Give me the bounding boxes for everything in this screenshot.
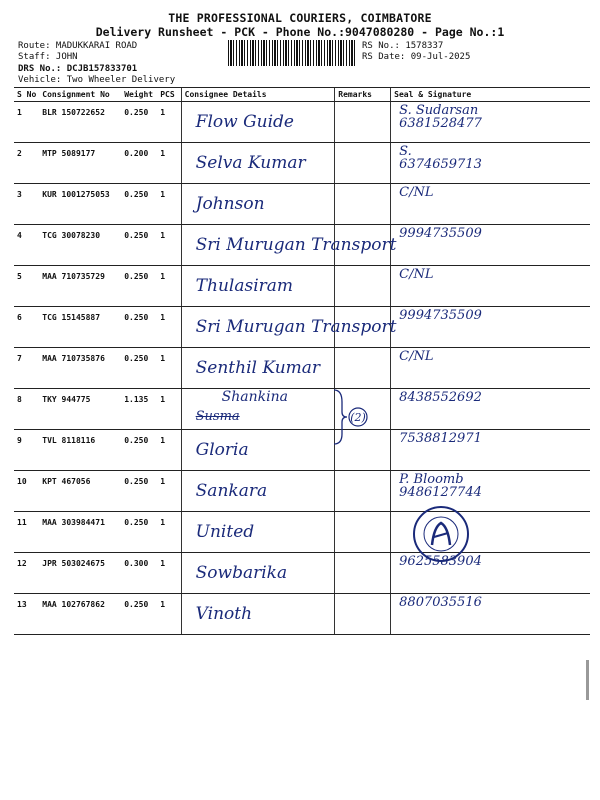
row-remarks bbox=[335, 594, 391, 635]
signature-handwriting: C/NL bbox=[399, 349, 434, 364]
col-weight: Weight bbox=[121, 88, 157, 102]
table-row bbox=[14, 102, 590, 143]
col-consignee: Consignee Details bbox=[181, 88, 335, 102]
runsheet-subtitle: Delivery Runsheet - PCK - Phone No.:9047080280 - Page No.:1 bbox=[95, 25, 505, 39]
row-consignment-no: KUR 1001275053 bbox=[39, 184, 121, 225]
row-consignee-cell bbox=[181, 389, 335, 430]
table-row bbox=[14, 594, 590, 635]
row-weight: 0.250 bbox=[121, 348, 157, 389]
consignee-handwriting: Sri Murugan Transport bbox=[195, 317, 397, 337]
consignee-handwriting: Sankara bbox=[195, 481, 268, 501]
table-row bbox=[14, 143, 590, 184]
staff-label: Staff: JOHN bbox=[18, 52, 78, 62]
row-weight: 0.300 bbox=[121, 553, 157, 594]
signature-handwriting: 7538812971 bbox=[399, 431, 482, 446]
scan-edge-mark bbox=[586, 660, 589, 700]
row-consignment-no: TCG 15145887 bbox=[39, 307, 121, 348]
row-weight: 0.250 bbox=[121, 430, 157, 471]
consignee-handwriting: Senthil Kumar bbox=[195, 358, 321, 378]
row-consignment-no: MAA 102767862 bbox=[39, 594, 121, 635]
row-pcs: 1 bbox=[157, 102, 181, 143]
row-pcs: 1 bbox=[157, 184, 181, 225]
col-pcs: PCS bbox=[157, 88, 181, 102]
row-consignment-no: KPT 467056 bbox=[39, 471, 121, 512]
signature-handwriting: 9994735509 bbox=[399, 226, 482, 241]
col-seal: Seal & Signature bbox=[391, 88, 590, 102]
row-consignment-no: MAA 710735876 bbox=[39, 348, 121, 389]
row-seal-cell bbox=[391, 594, 590, 635]
row-weight: 1.135 bbox=[121, 389, 157, 430]
row-weight: 0.250 bbox=[121, 225, 157, 266]
row-weight: 0.250 bbox=[121, 471, 157, 512]
signature-handwriting: C/NL bbox=[399, 267, 434, 282]
rs-date: RS Date: 09-Jul-2025 bbox=[362, 52, 471, 62]
row-consignee-cell bbox=[181, 512, 335, 553]
row-remarks bbox=[335, 184, 391, 225]
row-weight: 0.250 bbox=[121, 307, 157, 348]
row-pcs: 1 bbox=[157, 143, 181, 184]
row-sno: 5 bbox=[14, 266, 39, 307]
row-remarks bbox=[335, 266, 391, 307]
row-pcs: 1 bbox=[157, 307, 181, 348]
row-remarks bbox=[335, 143, 391, 184]
company-title: THE PROFESSIONAL COURIERS, COIMBATORE bbox=[168, 11, 432, 25]
col-consignment: Consignment No bbox=[39, 88, 121, 102]
row-sno: 9 bbox=[14, 430, 39, 471]
row-consignee-cell bbox=[181, 143, 335, 184]
table-row bbox=[14, 307, 590, 348]
consignee-handwriting: Selva Kumar bbox=[195, 153, 306, 173]
signature-handwriting: S. Sudarsan 6381528477 bbox=[399, 103, 482, 131]
consignee-handwriting: Johnson bbox=[195, 194, 265, 214]
row-consignee-cell bbox=[181, 471, 335, 512]
row-seal-cell bbox=[391, 307, 590, 348]
consignee-handwriting: Flow Guide bbox=[195, 112, 294, 132]
table-row bbox=[14, 512, 590, 553]
row-sno: 7 bbox=[14, 348, 39, 389]
signature-handwriting: 9994735509 bbox=[399, 308, 482, 323]
drs-label: DRS No.: DCJB157833701 bbox=[18, 64, 138, 74]
row-consignment-no: TCG 30078230 bbox=[39, 225, 121, 266]
rs-number: RS No.: 1578337 bbox=[362, 41, 444, 51]
table-row bbox=[14, 225, 590, 266]
row-sno: 4 bbox=[14, 225, 39, 266]
signature-handwriting: 8438552692 bbox=[399, 390, 482, 405]
row-seal-cell bbox=[391, 266, 590, 307]
row-consignment-no: JPR 503024675 bbox=[39, 553, 121, 594]
row-sno: 1 bbox=[14, 102, 39, 143]
row-seal-cell bbox=[391, 143, 590, 184]
col-sno: S No bbox=[14, 88, 39, 102]
consignee-handwriting: Shankina bbox=[221, 389, 288, 405]
row-consignment-no: MAA 303984471 bbox=[39, 512, 121, 553]
row-consignee-cell bbox=[181, 594, 335, 635]
signature-handwriting: 8807035516 bbox=[399, 595, 482, 610]
row-consignment-no: BLR 150722652 bbox=[39, 102, 121, 143]
row-seal-cell bbox=[391, 389, 590, 430]
table-row bbox=[14, 348, 590, 389]
row-weight: 0.200 bbox=[121, 143, 157, 184]
remarks-brace-mark bbox=[332, 388, 372, 446]
row-consignee-cell bbox=[181, 225, 397, 266]
row-pcs: 1 bbox=[157, 389, 181, 430]
barcode bbox=[228, 40, 356, 66]
row-remarks bbox=[335, 102, 391, 143]
row-seal-cell bbox=[391, 184, 590, 225]
row-consignment-no: MTP 5089177 bbox=[39, 143, 121, 184]
consignee-handwriting: Gloria bbox=[195, 440, 249, 460]
col-remarks: Remarks bbox=[335, 88, 391, 102]
row-remarks bbox=[335, 471, 391, 512]
row-pcs: 1 bbox=[157, 348, 181, 389]
row-weight: 0.250 bbox=[121, 512, 157, 553]
row-sno: 10 bbox=[14, 471, 39, 512]
remark-note: (2) bbox=[350, 411, 366, 424]
signature-handwriting: 9625583904 bbox=[399, 554, 482, 569]
table-row bbox=[14, 430, 590, 471]
row-consignee-cell bbox=[181, 553, 335, 594]
signature-handwriting: P. Bloomb 9486127744 bbox=[399, 472, 482, 500]
row-remarks bbox=[335, 512, 391, 553]
row-sno: 3 bbox=[14, 184, 39, 225]
row-sno: 11 bbox=[14, 512, 39, 553]
row-sno: 8 bbox=[14, 389, 39, 430]
row-weight: 0.250 bbox=[121, 266, 157, 307]
row-consignment-no: TKY 944775 bbox=[39, 389, 121, 430]
row-consignment-no: MAA 710735729 bbox=[39, 266, 121, 307]
row-weight: 0.250 bbox=[121, 594, 157, 635]
row-sno: 13 bbox=[14, 594, 39, 635]
table-row bbox=[14, 266, 590, 307]
runsheet-table bbox=[14, 87, 590, 635]
row-consignment-no: TVL 8118116 bbox=[39, 430, 121, 471]
row-pcs: 1 bbox=[157, 430, 181, 471]
table-row bbox=[14, 184, 590, 225]
row-weight: 0.250 bbox=[121, 102, 157, 143]
row-consignee-cell bbox=[181, 430, 335, 471]
row-pcs: 1 bbox=[157, 512, 181, 553]
row-consignee-cell bbox=[181, 102, 335, 143]
row-seal-cell bbox=[391, 102, 590, 143]
row-consignee-cell bbox=[181, 307, 397, 348]
row-remarks bbox=[335, 553, 391, 594]
row-pcs: 1 bbox=[157, 225, 181, 266]
table-row bbox=[14, 553, 590, 594]
consignee-handwriting: Vinoth bbox=[195, 604, 253, 624]
consignee-handwriting: Thulasiram bbox=[195, 276, 294, 296]
route-label: Route: MADUKKARAI ROAD bbox=[18, 41, 138, 51]
row-pcs: 1 bbox=[157, 594, 181, 635]
row-seal-cell bbox=[391, 348, 590, 389]
row-seal-cell bbox=[391, 430, 590, 471]
consignee-handwriting: Sowbarika bbox=[195, 563, 288, 583]
consignee-handwriting: United bbox=[195, 522, 255, 542]
table-row bbox=[14, 389, 590, 430]
row-sno: 6 bbox=[14, 307, 39, 348]
vehicle-label: Vehicle: Two Wheeler Delivery bbox=[18, 75, 176, 85]
table-header-row bbox=[14, 88, 590, 102]
row-sno: 12 bbox=[14, 553, 39, 594]
signature-handwriting: C/NL bbox=[399, 185, 434, 200]
signature-handwriting: S. 6374659713 bbox=[399, 144, 482, 172]
row-seal-cell bbox=[391, 225, 590, 266]
struck-consignee: Susma bbox=[195, 409, 240, 424]
row-consignee-cell bbox=[181, 266, 335, 307]
row-weight: 0.250 bbox=[121, 184, 157, 225]
row-pcs: 1 bbox=[157, 266, 181, 307]
table-row bbox=[14, 471, 590, 512]
row-consignee-cell bbox=[181, 184, 335, 225]
row-consignee-cell bbox=[181, 348, 335, 389]
row-pcs: 1 bbox=[157, 553, 181, 594]
row-remarks bbox=[335, 348, 391, 389]
company-seal bbox=[412, 505, 470, 563]
consignee-handwriting: Sri Murugan Transport bbox=[195, 235, 397, 255]
row-pcs: 1 bbox=[157, 471, 181, 512]
row-sno: 2 bbox=[14, 143, 39, 184]
